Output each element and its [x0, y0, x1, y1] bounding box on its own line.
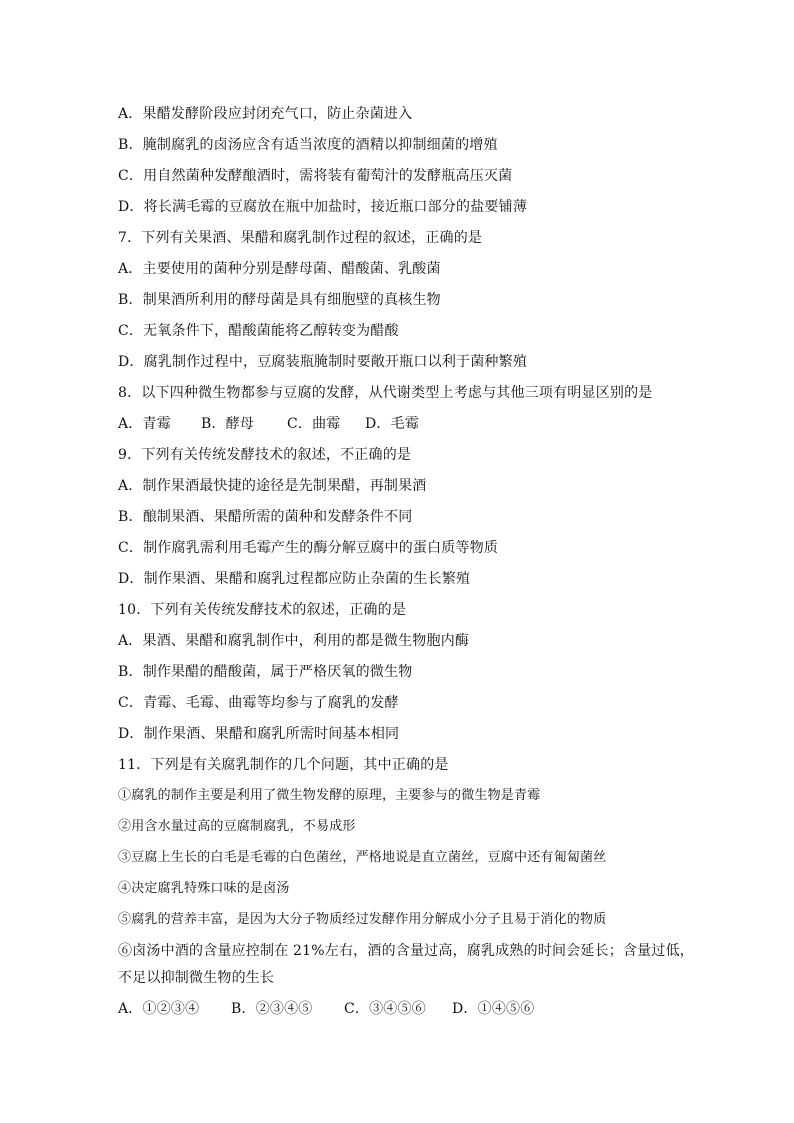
q8-option-d: D．毛霉 — [365, 416, 420, 432]
q7-option-b: B．制果酒所利用的酵母菌是具有细胞壁的真核生物 — [118, 292, 441, 308]
q7-option-d: D．腐乳制作过程中，豆腐装瓶腌制时要敞开瓶口以利于菌种繁殖 — [118, 354, 528, 370]
q9-stem: 9．下列有关传统发酵技术的叙述，不正确的是 — [118, 447, 412, 463]
q10-option-a: A．果酒、果醋和腐乳制作中，利用的都是微生物胞内酶 — [118, 633, 470, 649]
q11-options — [118, 998, 678, 1029]
q11-statement-6-line-2: 不足以抑制微生物的生长 — [118, 970, 275, 986]
q8-option-c: C．曲霉 — [287, 416, 341, 432]
q9-option-b: B．酿制果酒、果醋所需的菌种和发酵条件不同 — [118, 509, 413, 525]
q8-option-b: B．酵母 — [201, 416, 255, 432]
q7-option-a: A．主要使用的菌种分别是酵母菌、醋酸菌、乳酸菌 — [118, 261, 441, 277]
q11-statement-2: ②用含水量过高的豆腐制腐乳，不易成形 — [118, 819, 356, 834]
q11-statement-6-line-1: ⑥卤汤中酒的含量应控制在 21%左右，酒的含量过高，腐乳成熟的时间会延长；含量过低， — [118, 943, 694, 959]
q6-option-c: C．用自然菌种发酵酿酒时，需将装有葡萄汁的发酵瓶高压灭菌 — [118, 168, 513, 184]
q6-option-a: A．果醋发酵阶段应封闭充气口，防止杂菌进入 — [118, 106, 413, 122]
q11-option-c: C．③④⑤⑥ — [344, 1001, 426, 1017]
q10-option-c: C．青霉、毛霉、曲霉等均参与了腐乳的发酵 — [118, 695, 399, 711]
q11-option-d: D．①④⑤⑥ — [452, 1001, 535, 1017]
q8-stem: 8．以下四种微生物都参与豆腐的发酵，从代谢类型上考虑与其他三项有明显区别的是 — [118, 385, 653, 401]
q11-option-a: A．①②③④ — [118, 1001, 200, 1017]
q10-stem: 10．下列有关传统发酵技术的叙述，正确的是 — [118, 602, 407, 618]
q10-option-b: B．制作果醋的醋酸菌，属于严格厌氧的微生物 — [118, 664, 413, 680]
q11-option-b: B．②③④⑤ — [231, 1001, 313, 1017]
q6-option-b: B．腌制腐乳的卤汤应含有适当浓度的酒精以抑制细菌的增殖 — [118, 137, 498, 153]
q8-options — [118, 413, 678, 444]
q9-option-a: A．制作果酒最快捷的途径是先制果醋，再制果酒 — [118, 478, 427, 494]
q9-option-c: C．制作腐乳需利用毛霉产生的酶分解豆腐中的蛋白质等物质 — [118, 540, 499, 556]
q6-option-d: D．将长满毛霉的豆腐放在瓶中加盐时，接近瓶口部分的盐要铺薄 — [118, 199, 528, 215]
q7-stem: 7．下列有关果酒、果醋和腐乳制作过程的叙述，正确的是 — [118, 230, 483, 246]
q8-option-a: A．青霉 — [118, 416, 171, 432]
q9-option-d: D．制作果酒、果醋和腐乳过程都应防止杂菌的生长繁殖 — [118, 571, 471, 587]
q11-statement-3: ③豆腐上生长的白毛是毛霉的白色菌丝，严格地说是直立菌丝，豆腐中还有匍匐菌丝 — [118, 850, 607, 865]
question-content — [118, 103, 694, 1029]
q11-statement-5: ⑤腐乳的营养丰富，是因为大分子物质经过发酵作用分解成小分子且易于消化的物质 — [118, 912, 607, 927]
q10-option-d: D．制作果酒、果醋和腐乳所需时间基本相同 — [118, 726, 400, 742]
q7-option-c: C．无氧条件下，醋酸菌能将乙醇转变为醋酸 — [118, 323, 399, 339]
q11-statement-4: ④决定腐乳特殊口味的是卤汤 — [118, 881, 290, 896]
q11-stem: 11．下列是有关腐乳制作的几个问题，其中正确的是 — [118, 757, 449, 773]
q11-statement-1: ①腐乳的制作主要是利用了微生物发酵的原理，主要参与的微生物是青霉 — [118, 788, 541, 803]
